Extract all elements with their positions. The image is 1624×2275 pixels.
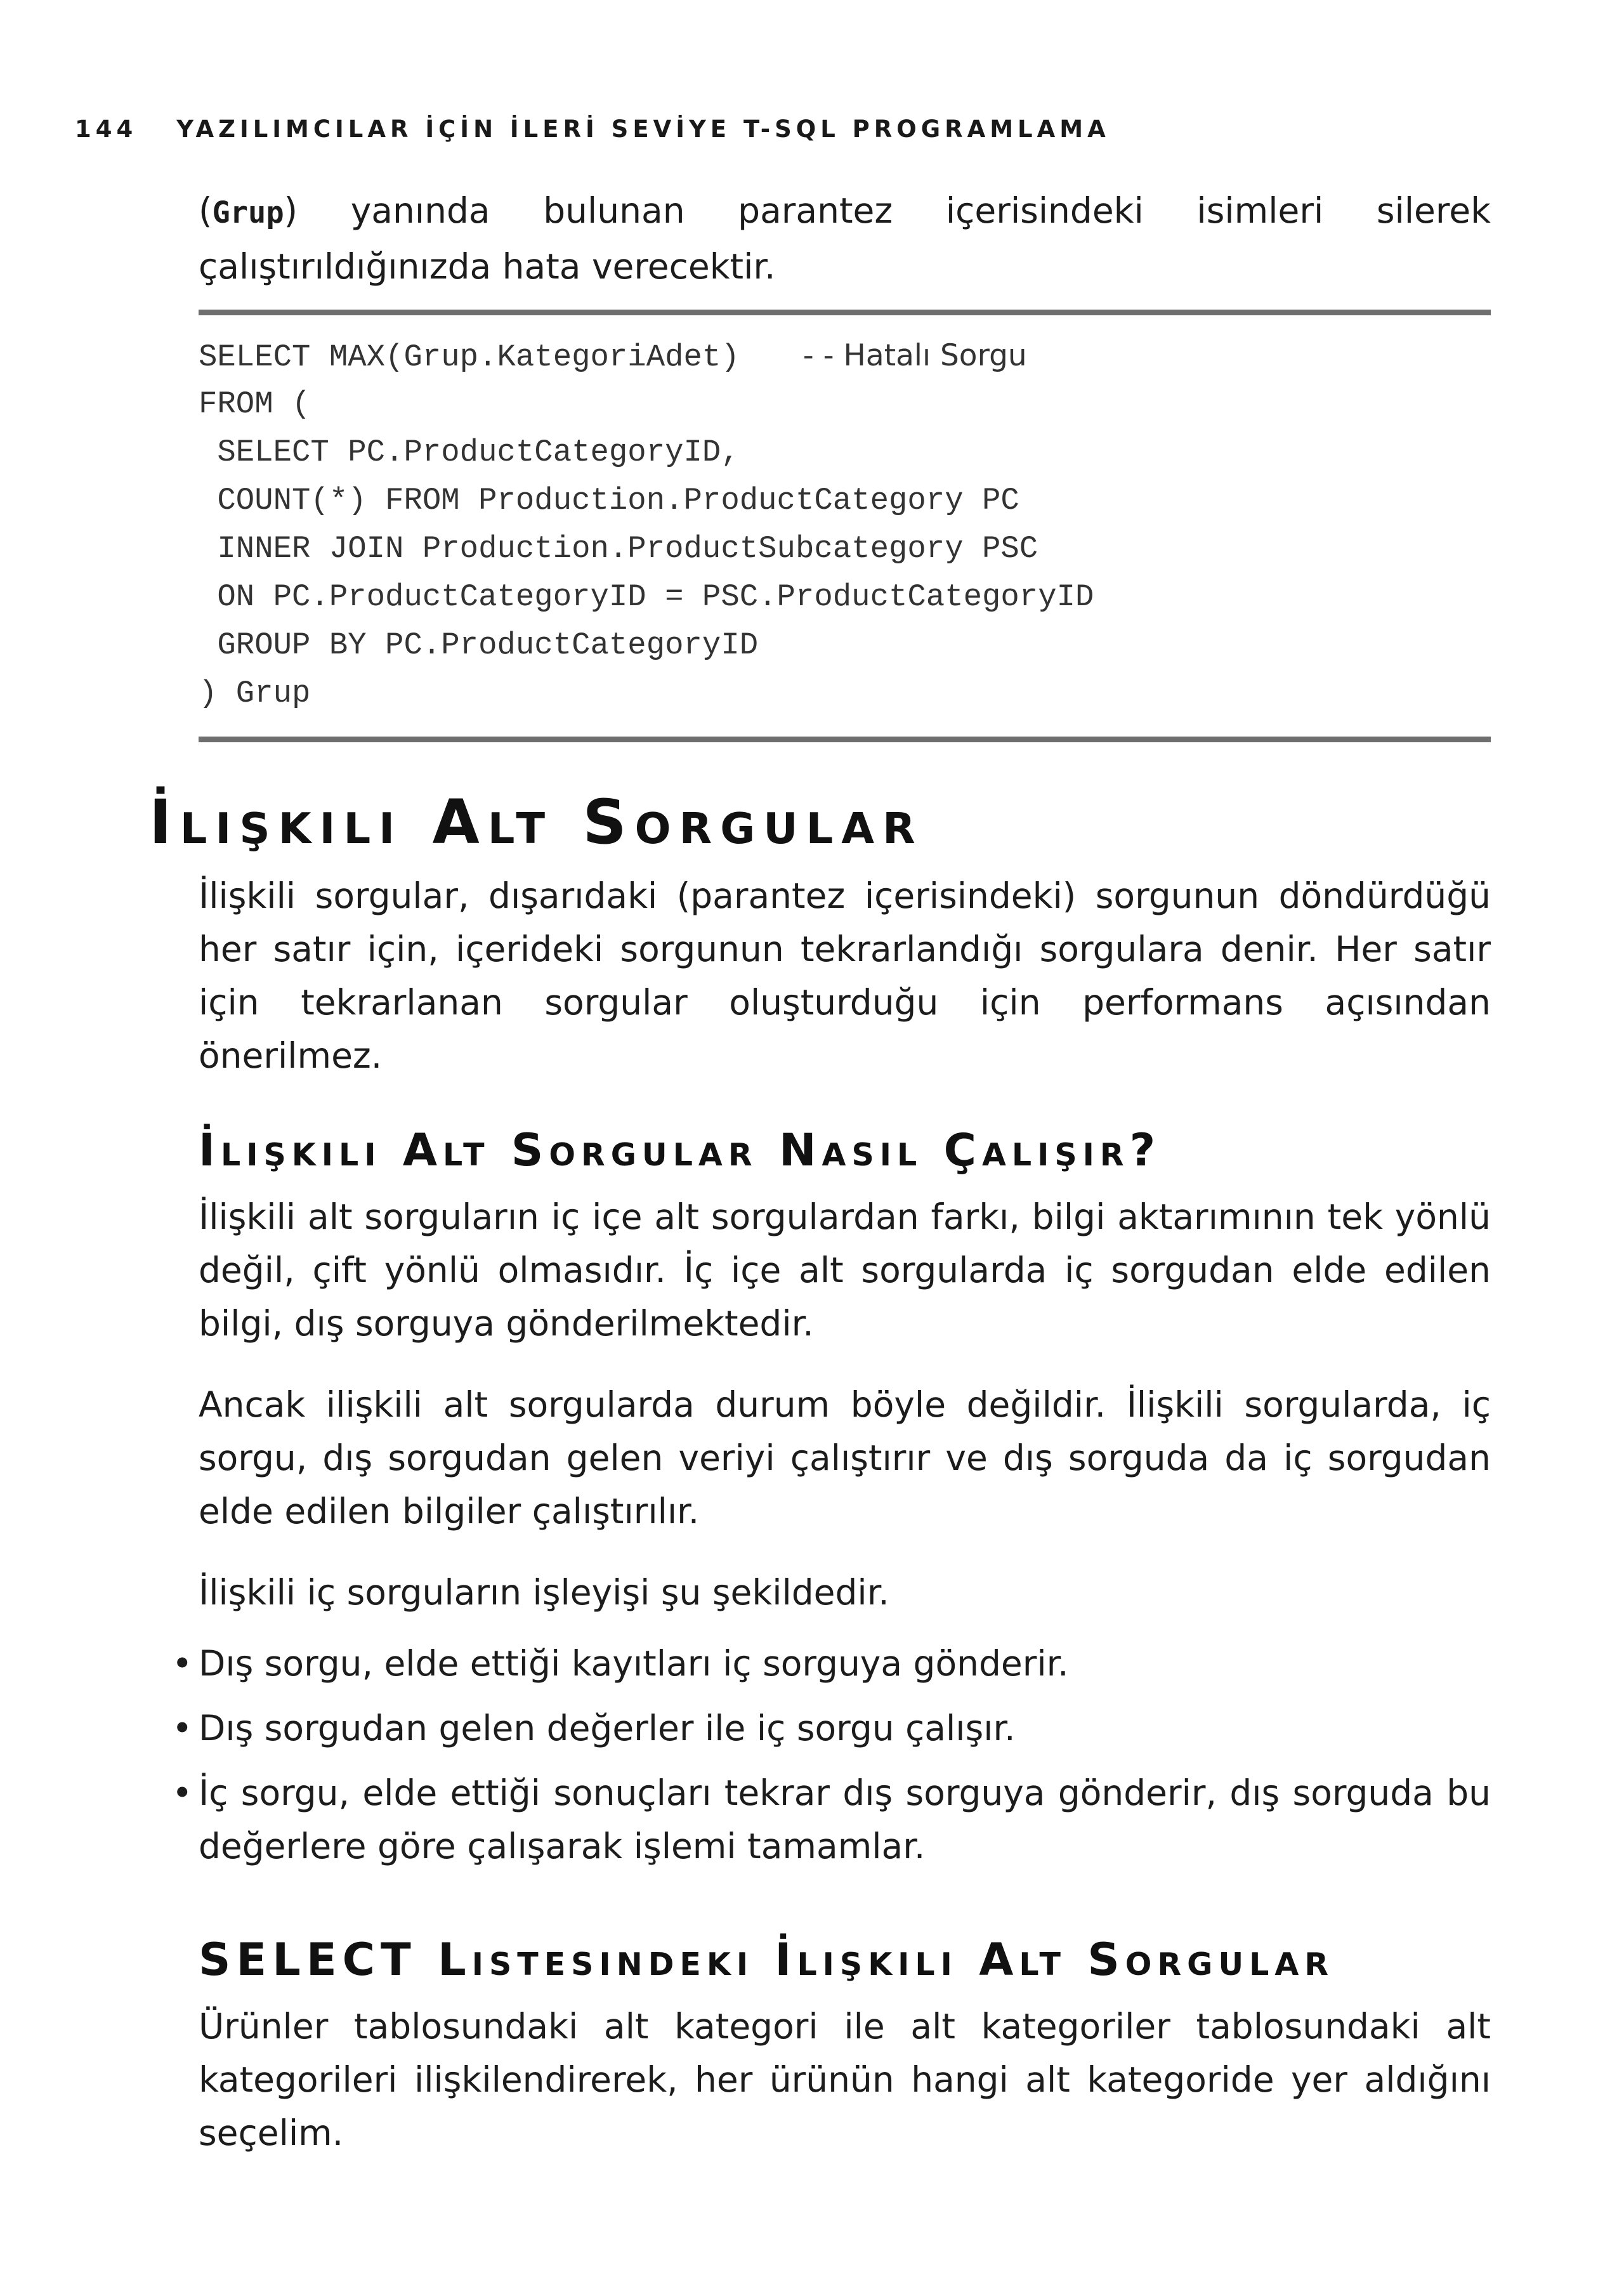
list-item-text: Dış sorgu, elde ettiği kayıtları iç sorguya gönderir. [199, 1643, 1069, 1684]
section1-heading: İlişkili Alt Sorgular [149, 787, 924, 858]
list-item-text: Dış sorgudan gelen değerler ile iç sorgu çalışır. [199, 1708, 1016, 1748]
code-line: SELECT PC.ProductCategoryID, [199, 435, 740, 470]
section2-paragraph-1: İlişkili alt sorguların iç içe alt sorgulardan farkı, bilgi aktarımının tek yönlü değil, çift yönlü olmasıdır. İç içe alt sorgularda iç sorgudan elde edilen bilgi, dış sorguya gönderilmektedir. [199, 1197, 1491, 1344]
intro-open-paren: ( [199, 190, 213, 231]
code-line: COUNT(*) FROM Production.ProductCategory PC [199, 483, 1019, 518]
code-line [199, 332, 1491, 380]
code-line-text: SELECT MAX(Grup.KategoriAdet) [199, 339, 740, 375]
bullet-dot: • [172, 1773, 193, 1813]
section3-paragraph: Ürünler tablosundaki alt kategori ile alt kategoriler tablosundaki alt kategorileri ilişkilendirerek, her ürünün hangi alt kategoride yer aldığını seçelim. [199, 2006, 1491, 2153]
code-line: INNER JOIN Production.ProductSubcategory PSC [199, 531, 1038, 567]
code-line: ) Grup [199, 676, 311, 711]
section1-paragraph: İlişkili sorgular, dışarıdaki (parantez içerisindeki) sorgunun döndürdüğü her satır için, içerideki sorgunun tekrarlandığı sorgulara denir. Her satır için tekrarlanan sorgular oluşturduğu için performans açısından önerilmez. [199, 875, 1491, 1076]
code-line: FROM ( [199, 386, 311, 422]
code-line: GROUP BY PC.ProductCategoryID [199, 627, 759, 663]
bullet-dot: • [172, 1708, 193, 1748]
code-block [199, 310, 1491, 742]
section2-heading: İlişkili Alt Sorgular Nasıl Çalışır? [199, 1124, 1162, 1176]
list-item-text: İç sorgu, elde ettiği sonuçları tekrar dış sorguya gönderir, dış sorguda bu değerlere göre çalışarak işlemi tamamlar. [199, 1773, 1491, 1866]
page-number: 144 [75, 115, 138, 143]
intro-text: ) yanında bulunan parantez içerisindeki isimleri silerek çalıştırıldığınızda hata verecektir. [199, 190, 1491, 287]
inline-code-grup: Grup [212, 195, 284, 230]
list-item [172, 1766, 1491, 1873]
list-item [172, 1701, 1491, 1755]
section2-paragraph-3: İlişkili iç sorguların işleyişi şu şekildedir. [199, 1572, 889, 1613]
code-comment: - - Hatalı Sorgu [802, 338, 1027, 373]
intro-paragraph [199, 184, 1491, 293]
page-content [172, 184, 1491, 2160]
section3-heading: SELECT Listesindeki İlişkili Alt Sorgular [199, 1934, 1334, 1986]
code-line: ON PC.ProductCategoryID = PSC.ProductCategoryID [199, 579, 1094, 615]
list-item [172, 1637, 1491, 1690]
running-head [75, 115, 1496, 143]
running-head-title: YAZILIMCILAR İÇİN İLERİ SEVİYE T-SQL PROGRAMLAMA [176, 115, 1110, 143]
bullet-dot: • [172, 1643, 193, 1684]
section2-paragraph-2: Ancak ilişkili alt sorgularda durum böyle değildir. İlişkili sorgularda, iç sorgu, dış sorgudan gelen veriyi çalıştırır ve dış sorguda da iç sorgudan elde edilen bilgiler çalıştırılır. [199, 1384, 1491, 1531]
